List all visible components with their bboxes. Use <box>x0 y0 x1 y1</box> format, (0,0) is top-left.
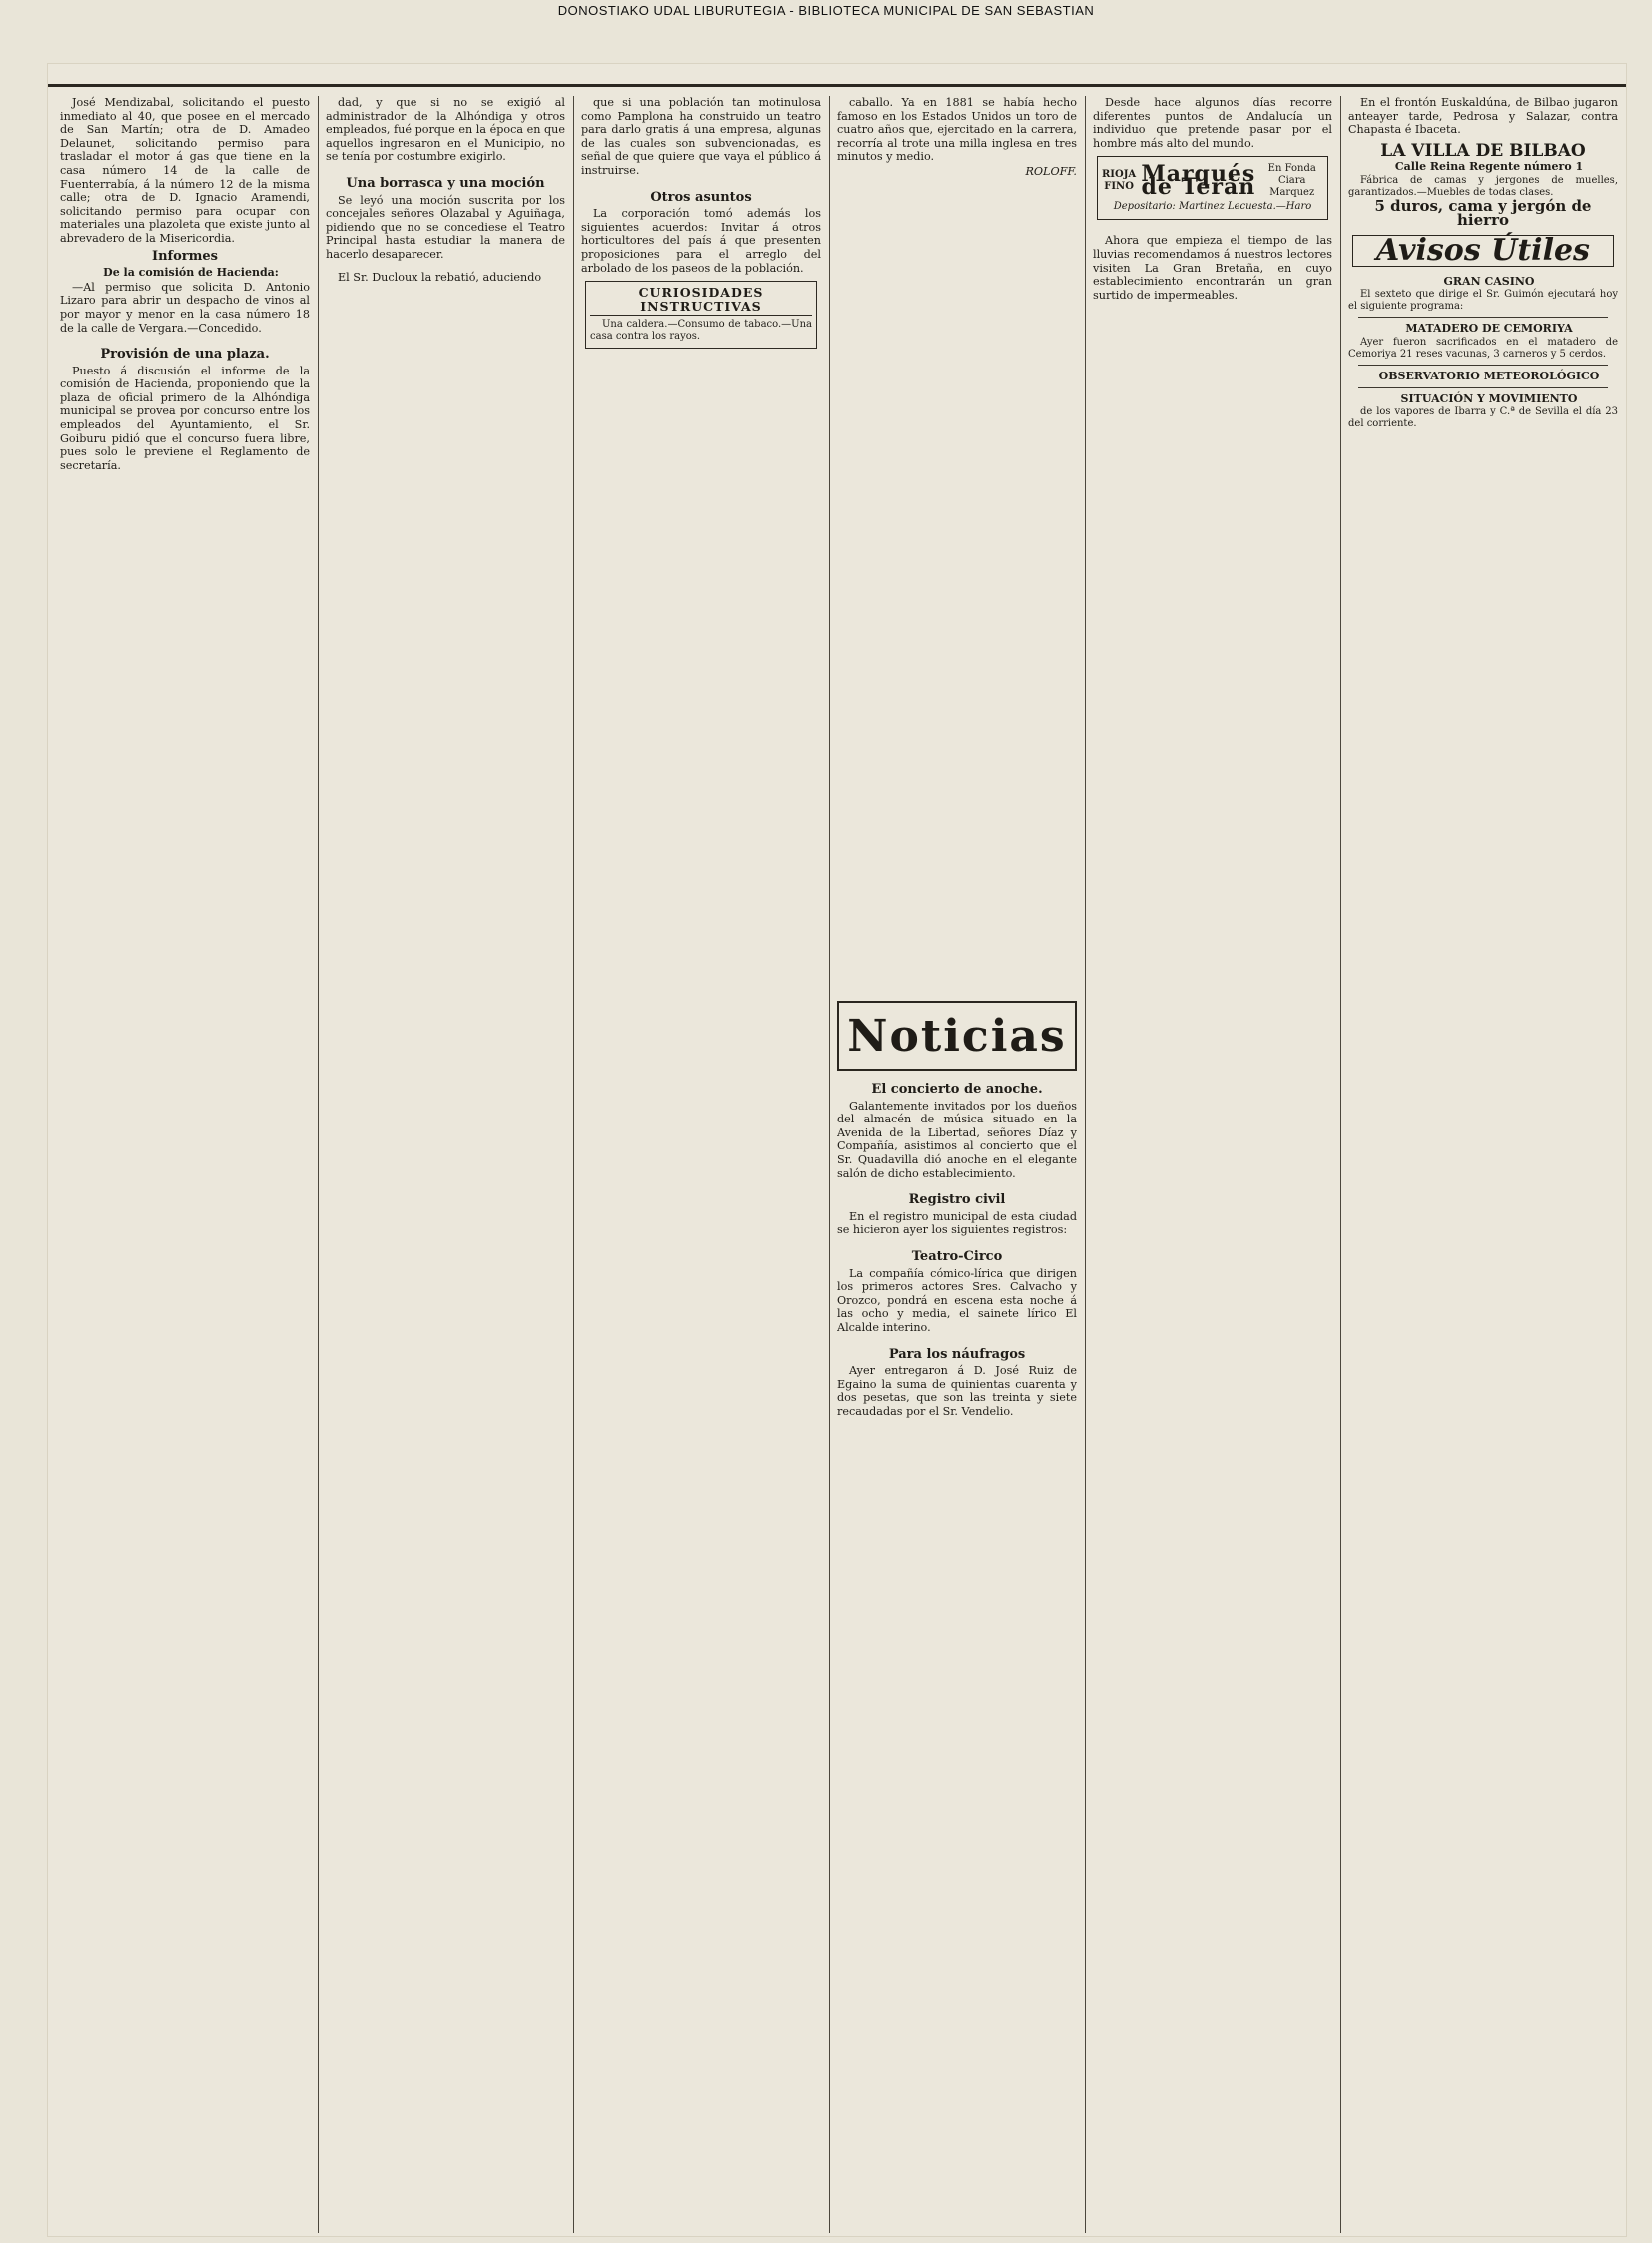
section-heading: Provisión de una plaza. <box>100 347 270 363</box>
ad-brand: Marqués de Terán <box>1141 160 1256 201</box>
article-paragraph: Galantemente invitados por los dueños del almacén de música situado en la Avenida de la Libertad, señores Díaz y Compañía, asistimos al concierto que el Sr. Quadavilla dió anoche en el elegante salón de dicho establecimiento. <box>837 1099 1077 1180</box>
article-paragraph: Se leyó una moción suscrita por los concejales señores Olazabal y Aguiñaga, pidiendo que no se concediese el Teatro Principal hasta estudiar la manera de hacerlo desaparecer. <box>326 193 565 261</box>
matadero-body: Ayer fueron sacrificados en el matadero de Cemoriya 21 reses vacunas, 3 carneros y 5 cerdos. <box>1348 336 1618 360</box>
situacion-heading: SITUACIÓN Y MOVIMIENTO <box>1400 391 1578 405</box>
article-paragraph: En el registro municipal de esta ciudad se hicieron ayer los siguientes registros: <box>837 1209 1077 1237</box>
article-paragraph: caballo. Ya en 1881 se había hecho famoso en los Estados Unidos un toro de cuatro años que, ejercitado en la carrera, recorría al trote una milla inglesa en tres minutos y medio. <box>837 96 1077 164</box>
section-heading: Registro civil <box>908 1192 1006 1208</box>
column-2 <box>326 96 565 2233</box>
curiosidades-box <box>585 281 817 349</box>
column-separator <box>1340 96 1341 2233</box>
column-separator <box>1085 96 1086 2233</box>
ad-depositario: Depositario: Martinez Lecuesta.—Haro <box>1113 201 1312 213</box>
noticias-masthead: Noticias <box>837 1001 1077 1071</box>
article-paragraph: La corporación tomó además los siguientes acuerdos: Invitar á otros horticultores del país á que presenten proposiciones para el arreglo del arbolado de los paseos de la población. <box>581 207 821 275</box>
section-heading: Otros asuntos <box>650 189 752 205</box>
observatorio-heading: OBSERVATORIO METEOROLÓGICO <box>1378 369 1600 382</box>
column-separator <box>829 96 830 2233</box>
article-paragraph: Puesto á discusión el informe de la comisión de Hacienda, proponiendo que la plaza de oficial primero de la Alhóndiga municipal se provea por concurso entre los empleados del Ayuntamiento, el Sr. Goiburu pidió que el concurso fuera libre, pues solo le previene el Reglamento de secretaría. <box>60 364 310 472</box>
villa-price: 5 duros, cama y jergón de hierro <box>1374 196 1592 229</box>
column-separator <box>573 96 574 2233</box>
column-3 <box>581 96 821 2233</box>
article-paragraph: El Sr. Ducloux la rebatió, aduciendo <box>338 270 542 284</box>
article-paragraph: —Al permiso que solicita D. Antonio Lizaro para abrir un despacho de vinos al por mayor y menor en la casa número 18 de la calle de Vergara.—Concedido. <box>60 280 310 335</box>
section-heading: Teatro-Circo <box>911 1248 1003 1264</box>
box-summary: Una caldera.—Consumo de tabaco.—Una casa contra los rayos. <box>590 319 812 343</box>
column-4-noticias <box>837 1079 1077 2233</box>
article-paragraph: La compañía cómico-lírica que dirigen los primeros actores Sres. Calvacho y Orozco, pondrá en escena esta noche á las ocho y media, el sainete lírico El Alcalde interino. <box>837 1266 1077 1334</box>
villa-address: Calle Reina Regente número 1 <box>1394 160 1584 174</box>
top-rule <box>48 84 1626 87</box>
column-6 <box>1348 96 1618 2233</box>
section-heading: Informes <box>152 248 218 264</box>
villa-bilbao-title: LA VILLA DE BILBAO <box>1380 140 1586 161</box>
article-paragraph: José Mendizabal, solicitando el puesto inmediato al 40, que posee en el mercado de San Martín; otra de D. Amadeo Delaunet, solicitando permiso para trasladar el motor á gas que tiene en la casa número 14 de la calle de Fuenterrabía, á la número 12 de la misma calle; otra de D. Ignacio Aramendi, solicitando permiso para ocupar con materiales una plazoleta que existe junto al abrevadero de la Misericordia. <box>60 96 310 245</box>
matadero-heading: MATADERO DE CEMORIYA <box>1405 322 1573 336</box>
section-heading: Para los náufragos <box>888 1346 1026 1362</box>
column-5 <box>1093 96 1332 2233</box>
casino-body: El sexteto que dirige el Sr. Guimón ejecutará hoy el siguiente programa: <box>1348 289 1618 313</box>
article-paragraph: dad, y que si no se exigió al administrador de la Alhóndiga y otros empleados, fué porque en la época en que aquellos ingresaron en el Municipio, no se tenía por costumbre exigirlo. <box>326 96 565 164</box>
article-paragraph: que si una población tan motinulosa como Pamplona ha construido un teatro para darlo gratis á una empresa, algunas de las cuales son subvencionadas, es señal de que quiere que vaya el público á instruirse. <box>581 96 821 177</box>
marques-de-teran-ad <box>1097 156 1328 220</box>
ad-right-label: En Fonda Ciara Marquez <box>1267 163 1316 199</box>
library-header: DONOSTIAKO UDAL LIBURUTEGIA - BIBLIOTECA MUNICIPAL DE SAN SEBASTIAN <box>557 3 1095 18</box>
section-heading: El concierto de anoche. <box>871 1082 1043 1097</box>
gran-casino-heading: GRAN CASINO <box>1443 274 1535 288</box>
villa-body: Fábrica de camas y jergones de muelles, garantizados.—Muebles de todas clases. <box>1348 174 1618 198</box>
column-1 <box>60 96 310 2233</box>
article-paragraph: Desde hace algunos días recorre diferentes puntos de Andalucía un individuo que pretende pasar por el hombre más alto del mundo. <box>1093 96 1332 150</box>
author-signature: ROLOFF. <box>1025 164 1077 178</box>
article-paragraph: Ahora que empieza el tiempo de las lluvias recomendamos á nuestros lectores visiten La Gran Bretaña, en cuyo establecimiento encontrarán un gran surtido de impermeables. <box>1093 234 1332 302</box>
avisos-utiles-heading: Avisos Útiles <box>1352 235 1614 267</box>
article-paragraph: Ayer entregaron á D. José Ruiz de Egaino la suma de quinientas cuarenta y dos pesetas, que son las treinta y siete recaudadas por el Sr. Vendelio. <box>837 1364 1077 1418</box>
section-heading: Una borrasca y una moción <box>346 175 545 191</box>
box-title: CURIOSIDADES INSTRUCTIVAS <box>590 286 812 316</box>
column-separator <box>318 96 319 2233</box>
article-paragraph: En el frontón Euskaldúna, de Bilbao jugaron anteayer tarde, Pedrosa y Salazar, contra Chapasta é Ibaceta. <box>1348 96 1618 137</box>
subheading: De la comisión de Hacienda: <box>103 266 279 280</box>
situacion-body: de los vapores de Ibarra y C.ª de Sevilla el día 23 del corriente. <box>1348 406 1618 430</box>
ad-left-label: RIOJA FINO <box>1102 169 1137 193</box>
